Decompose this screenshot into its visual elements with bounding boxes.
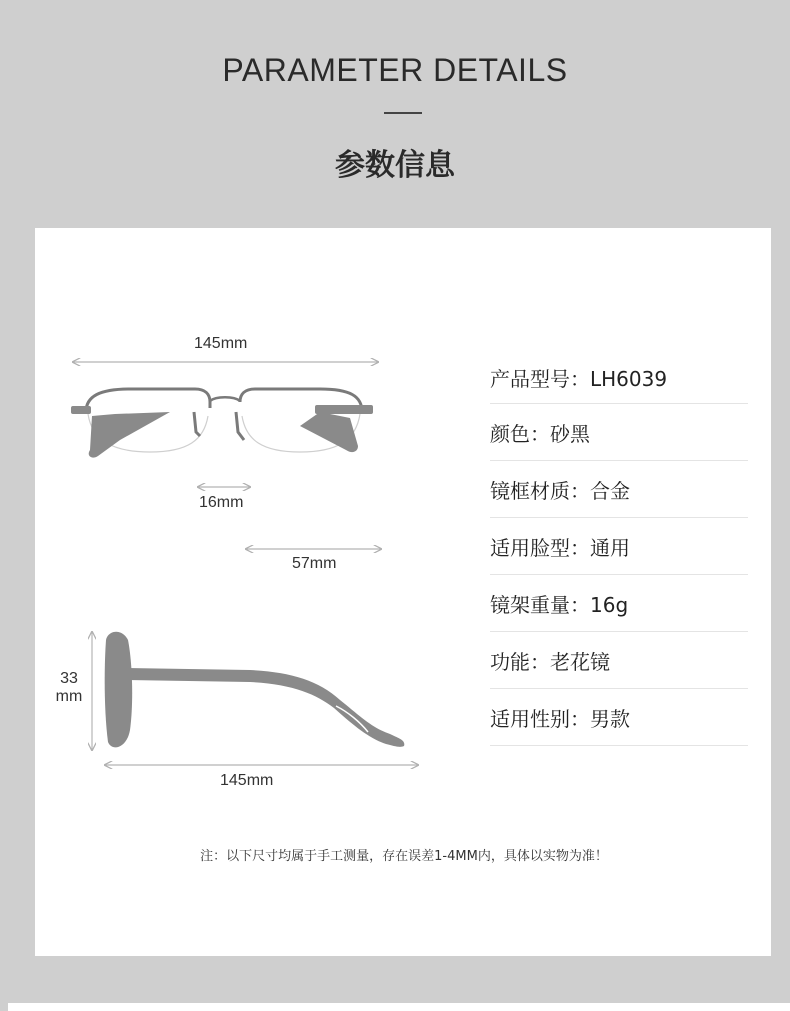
measurement-note: 注：以下尺寸均属于手工测量，存在误差1-4MM内，具体以实物为准！ bbox=[200, 849, 608, 864]
spec-row-gender bbox=[490, 689, 748, 746]
page-title: PARAMETER DETAILS bbox=[222, 52, 568, 88]
lens-width-label: 57mm bbox=[292, 555, 337, 572]
spec-row-model bbox=[490, 352, 748, 404]
spec-row-function bbox=[490, 632, 748, 689]
spec-face-shape: 适用脸型：通用 bbox=[490, 535, 630, 560]
spec-material: 镜框材质：合金 bbox=[490, 478, 630, 503]
spec-color: 颜色：砂黑 bbox=[490, 421, 590, 446]
title-divider bbox=[384, 112, 422, 114]
bridge-width-label: 16mm bbox=[199, 494, 244, 511]
frame-width-label: 145mm bbox=[194, 335, 248, 352]
lens-height-unit: mm bbox=[55, 688, 83, 705]
lens-height-value: 33 bbox=[60, 670, 78, 687]
spec-list bbox=[490, 352, 748, 746]
page-subtitle: 参数信息 bbox=[335, 148, 455, 183]
spec-row-face-shape bbox=[490, 518, 748, 575]
lens-height-label bbox=[52, 670, 86, 706]
spec-weight: 镜架重量：16g bbox=[490, 592, 629, 617]
spec-row-material bbox=[490, 461, 748, 518]
temple-length-label: 145mm bbox=[220, 772, 274, 789]
spec-row-weight bbox=[490, 575, 748, 632]
bottom-strip bbox=[8, 1003, 790, 1011]
spec-gender: 适用性别：男款 bbox=[490, 706, 630, 731]
spec-function: 功能：老花镜 bbox=[490, 649, 610, 674]
spec-model: 产品型号：LH6039 bbox=[490, 367, 668, 391]
spec-row-color bbox=[490, 404, 748, 461]
